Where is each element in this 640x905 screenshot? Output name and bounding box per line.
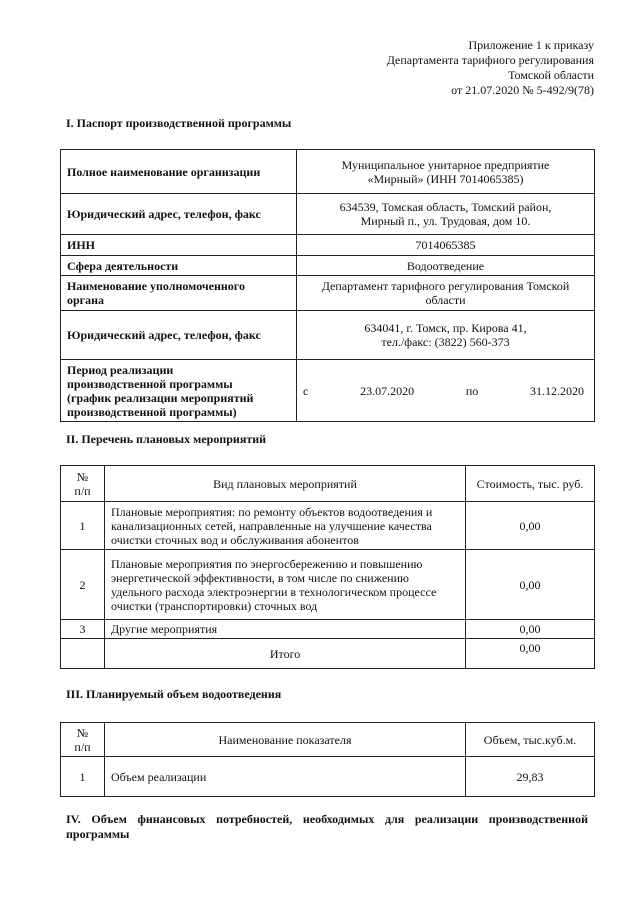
total-cost: 0,00: [466, 639, 595, 669]
activity-cost: 0,00: [466, 550, 595, 620]
passport-value: [297, 194, 595, 235]
section-1-heading: I. Паспорт производственной программы: [66, 116, 292, 130]
total-row: [61, 639, 595, 669]
table-row: [61, 620, 595, 639]
activity-text: Плановые мероприятия: по ремонту объектов водоотведения и канализационных сетей, направленные на улучшение качества очистки сточных вод и обслуживания абонентов: [105, 502, 466, 550]
period-from-word: с: [303, 383, 309, 398]
value-line: Муниципальное унитарное предприятие: [341, 157, 550, 172]
value-line: Мирный п., ул. Трудовая, дом 10.: [360, 214, 531, 228]
activity-text: Другие мероприятия: [105, 620, 466, 639]
period-to-date: 31.12.2020: [530, 383, 584, 398]
col-header-num: [61, 466, 105, 502]
passport-label: ИНН: [61, 235, 297, 256]
period-to-word: по: [465, 383, 479, 398]
total-empty-cell: [61, 639, 105, 669]
period-from-date: 23.07.2020: [360, 383, 415, 398]
row-num: 3: [61, 620, 105, 639]
value-line: области: [425, 293, 466, 307]
header-line: №: [76, 469, 89, 484]
table-row: [61, 502, 595, 550]
section-4-heading: IV. Объем финансовых потребностей, необходимых для реализации производственной программы: [66, 812, 588, 841]
activity-cost: 0,00: [466, 502, 595, 550]
table-row: [61, 311, 595, 360]
section-3-heading: III. Планируемый объем водоотведения: [66, 687, 282, 701]
activity-text: Плановые мероприятия по энергосбережению и повышению энергетической эффективности, в том числе по снижению удельного расхода электроэнергии в технологическом процессе очистки (транспортировки) сточных вод: [105, 550, 466, 620]
passport-label: [61, 276, 297, 311]
period-line: [303, 384, 588, 398]
label-line: производственной программы: [67, 376, 233, 391]
row-num: 1: [61, 502, 105, 550]
header-line: п/п: [74, 483, 91, 498]
passport-label: Юридический адрес, телефон, факс: [61, 311, 297, 360]
col-header-name: Наименование показателя: [105, 723, 466, 757]
section-2-heading: II. Перечень плановых мероприятий: [66, 432, 267, 446]
col-header-name: Вид плановых мероприятий: [105, 466, 466, 502]
col-header-cost: Стоимость, тыс. руб.: [466, 466, 595, 502]
passport-value: [297, 311, 595, 360]
volume-table: [60, 722, 595, 797]
appendix-line: Департамента тарифного регулирования: [386, 53, 594, 67]
appendix-line: Томской области: [508, 68, 594, 82]
table-row: [61, 235, 595, 256]
value-line: 634539, Томская область, Томский район,: [339, 200, 552, 214]
table-row: [61, 757, 595, 797]
passport-value: [297, 276, 595, 311]
col-header-volume: Объем, тыс.куб.м.: [466, 723, 595, 757]
passport-value: 7014065385: [297, 235, 595, 256]
label-line: органа: [67, 293, 105, 307]
table-row: [61, 550, 595, 620]
passport-label: Полное наименование организации: [61, 150, 297, 194]
passport-label: [61, 360, 297, 422]
table-row: [61, 256, 595, 276]
value-line: тел./факс: (3822) 560-373: [381, 335, 510, 349]
value-line: 634041, г. Томск, пр. Кирова 41,: [364, 321, 527, 335]
row-num: 1: [61, 757, 105, 797]
label-line: производственной программы): [67, 404, 237, 419]
table-row: [61, 150, 595, 194]
label-line: (график реализации мероприятий: [67, 390, 254, 405]
row-num: 2: [61, 550, 105, 620]
label-line: Наименование уполномоченного: [67, 279, 245, 293]
passport-value: [297, 150, 595, 194]
header-line: №: [76, 725, 89, 740]
passport-table: [60, 149, 595, 422]
indicator-name: Объем реализации: [105, 757, 466, 797]
activities-table: [60, 465, 595, 669]
appendix-block: [387, 38, 594, 98]
table-header-row: [61, 466, 595, 502]
period-value: [297, 360, 595, 422]
passport-label: Сфера деятельности: [61, 256, 297, 276]
header-line: п/п: [74, 739, 91, 754]
appendix-line: от 21.07.2020 № 5-492/9(78): [451, 83, 594, 97]
table-row: [61, 360, 595, 422]
value-line: «Мирный» (ИНН 7014065385): [367, 171, 524, 186]
table-header-row: [61, 723, 595, 757]
passport-label: Юридический адрес, телефон, факс: [61, 194, 297, 235]
table-row: [61, 276, 595, 311]
label-line: Период реализации: [67, 362, 174, 377]
indicator-volume: 29,83: [466, 757, 595, 797]
passport-value: Водоотведение: [297, 256, 595, 276]
activity-cost: 0,00: [466, 620, 595, 639]
value-line: Департамент тарифного регулирования Томской: [321, 279, 570, 293]
table-row: [61, 194, 595, 235]
total-label: Итого: [105, 639, 466, 669]
col-header-num: [61, 723, 105, 757]
appendix-line: Приложение 1 к приказу: [468, 38, 594, 52]
